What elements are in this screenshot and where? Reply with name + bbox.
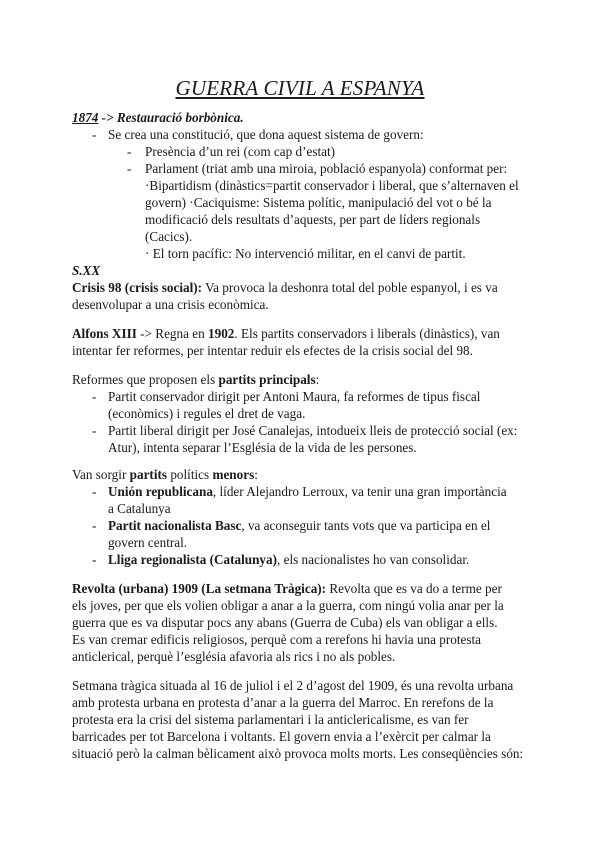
revolta-text: Revolta que es va do a terme per: [326, 581, 502, 596]
reformes-lead-text: Reformes que proposen els: [72, 372, 219, 387]
lliga-regionalista-text: , els nacionalistes ho van consolidar.: [277, 552, 470, 567]
menors-mid: polítics: [167, 467, 213, 482]
year-1874: 1874: [72, 110, 99, 125]
menors-colon: :: [254, 467, 258, 482]
reformes-lead: [72, 371, 319, 388]
partit-liberal-line-1: Partit liberal dirigit per José Canalejas, intodueix lleis de protecció social (ex:: [108, 423, 518, 438]
menors-bold-menors: menors: [212, 467, 255, 482]
partit-basc-line-2: govern central.: [108, 535, 188, 550]
crisis-98-line-2: desenvolupar a una crisis econòmica.: [72, 297, 269, 312]
alfons-text: . Els partits conservadors i liberals (dinàstics), van: [234, 326, 500, 341]
list-dash: -: [127, 144, 132, 159]
setmana-tragica-line-2: amb protesta urbana en protesta d’anar a la guerra del Marroc. En rerefons de la: [72, 695, 494, 710]
alfons-mid: -> Regna en: [136, 326, 209, 341]
list-dash: -: [92, 127, 97, 142]
union-republicana-text: , líder Alejandro Lerroux, va tenir una gran importància: [212, 484, 507, 499]
setmana-tragica-line-1: Setmana tràgica situada al 16 de juliol i el 2 d’agost del 1909, és una revolta urbana: [72, 678, 514, 693]
parlament-line-6: · El torn pacífic: No intervenció militar, en el canvi de partit.: [145, 246, 466, 261]
revolta-line-3: guerra que es va disputar pocs any abans (Guerra de Cuba) els van obligar a ells.: [72, 615, 498, 630]
crisis-98-label: Crisis 98 (crisis social):: [72, 280, 203, 295]
page-title: GUERRA CIVIL A ESPANYA: [175, 76, 425, 100]
crisis-98-text: Va provoca la deshonra total del poble espanyol, i es va: [202, 280, 498, 295]
menors-lead-text: Van sorgir: [72, 467, 130, 482]
revolta-line-1: [72, 580, 502, 597]
revolta-line-5: anticlerical, perquè l’església afavoria als rics i no als pobles.: [72, 649, 396, 664]
revolta-line-4: Es van cremar edificis religiosos, perquè com a rerefons hi havia una protesta: [72, 632, 482, 647]
partit-liberal-line-2: Atur), intenta separar l’Església de la vida de les persones.: [108, 440, 417, 455]
list-dash: -: [92, 518, 97, 533]
lliga-regionalista-line: [108, 551, 469, 568]
union-republicana-label: Unión republicana: [108, 484, 213, 499]
list-item-rei: Presència d’un rei (com cap d’estat): [145, 144, 336, 159]
revolta-label: Revolta (urbana) 1909 (La setmana Tràgica):: [72, 581, 327, 596]
restauracio-heading: Restauració borbònica.: [116, 110, 244, 125]
alfons-xiii-label: Alfons XIII: [72, 326, 137, 341]
partit-conservador-line-1: Partit conservador dirigit per Antoni Maura, fa reformes de tipus fiscal: [108, 389, 481, 404]
menors-bold-partits: partits: [129, 467, 168, 482]
partit-basc-text: , va aconseguir tants vots que va participa en el: [241, 518, 491, 533]
list-dash: -: [92, 484, 97, 499]
lliga-regionalista-label: Lliga regionalista (Catalunya): [108, 552, 278, 567]
list-dash: -: [127, 161, 132, 176]
parlament-line-4: modificació dels resultats d’aquests, per part de líders regionals: [145, 212, 481, 227]
arrow: ->: [98, 110, 117, 125]
list-dash: -: [92, 389, 97, 404]
union-republicana-line-2: a Catalunya: [108, 501, 171, 516]
century-heading: S.XX: [72, 263, 101, 278]
list-dash: -: [92, 423, 97, 438]
parlament-line-5: (Cacics).: [145, 229, 193, 244]
partit-basc-line-1: [108, 517, 490, 534]
partits-menors-lead: [72, 466, 258, 483]
reformes-colon: :: [315, 372, 320, 387]
partit-conservador-line-2: (econòmics) i regules el dret de vaga.: [108, 406, 306, 421]
parlament-line-2: ·Bipartidism (dinàstics=partit conservador i liberal, que s’alternaven el: [145, 178, 519, 193]
setmana-tragica-line-5: situació però la calman bèlicament això provoca molts morts. Les conseqüències són:: [72, 746, 524, 761]
alfons-year: 1902: [208, 326, 235, 341]
setmana-tragica-line-4: barricades per tot Barcelona i voltants. El govern envia a l’exèrcit per calmar la: [72, 729, 491, 744]
parlament-line-3: govern) ·Caciquisme: Sistema polític, manipulació del vot o bé la: [145, 195, 492, 210]
list-dash: -: [92, 552, 97, 567]
alfons-xiii-line-1: [72, 325, 500, 342]
list-item-parlament: Parlament (triat amb una miroia, població espanyola) conformat per:: [145, 161, 508, 176]
partits-principals: partits principals: [218, 372, 316, 387]
crisis-98-line-1: [72, 279, 498, 296]
revolta-line-2: els joves, per que els volien obligar a anar a la guerra, com ningú volia anar per la: [72, 598, 504, 613]
setmana-tragica-line-3: protesta era la crisi del sistema parlamentari i la anticlericalisme, es van fer: [72, 712, 469, 727]
alfons-xiii-line-2: intentar fer reformes, per intentar reduir els efectes de la crisis social del 98.: [72, 343, 473, 358]
union-republicana-line-1: [108, 483, 507, 500]
constitution-intro: Se crea una constitució, que dona aquest sistema de govern:: [108, 127, 424, 142]
partit-basc-label: Partit nacionalista Basc: [108, 518, 242, 533]
section-heading-1874: [72, 109, 244, 126]
